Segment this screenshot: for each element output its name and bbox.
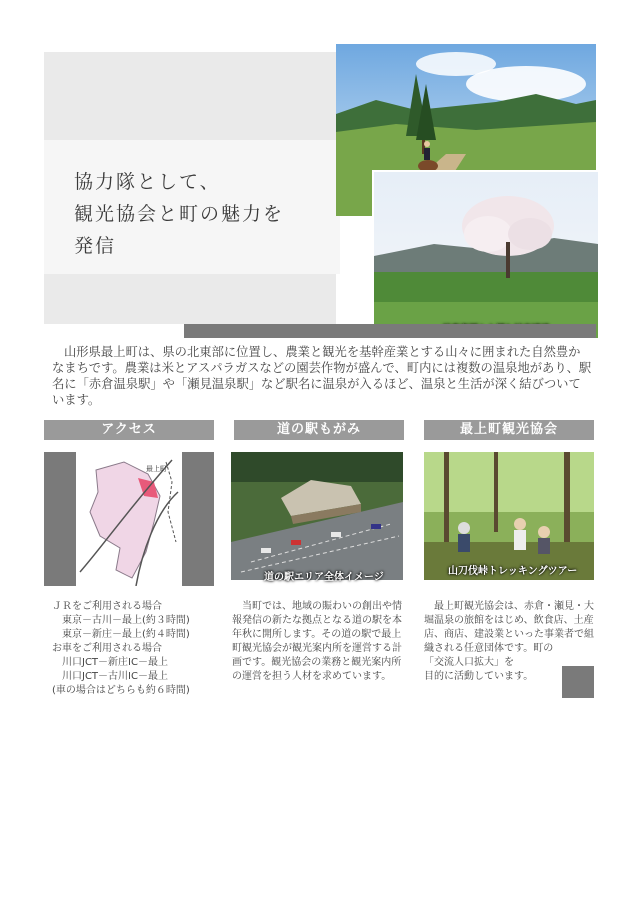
page-title: 協力隊として、 観光協会と町の魅力を 発信: [74, 171, 285, 257]
intro-paragraph: 山形県最上町は、県の北東部に位置し、農業と観光を基幹産業とする山々に囲まれた自然豊かなまちです。農業は米とアスパラガスなどの園芸作物が盛んで、町内には複数の温泉地があり、駅名に「赤倉温泉駅」や「瀬見温泉駅」など駅名に温泉が入るほど、温泉と生活が深く結びついています。: [52, 345, 592, 407]
decorative-square: [562, 666, 594, 698]
tourism-association-header: 最上町観光協会: [424, 420, 594, 440]
roadside-station-text: 当町では、地域の賑わいの創出や情報発信の新たな拠点となる道の駅を本年秋に開所します。その道の駅で最上町観光協会が観光案内所を運営する計画です。観光協会の業務と観光案内所の運営を担う人材を求めています。: [232, 601, 402, 682]
roadside-station-caption: 道の駅エリア全体イメージ: [264, 572, 384, 583]
roadside-station-header: 道の駅もがみ: [234, 420, 404, 440]
access-header: アクセス: [44, 420, 214, 440]
trekking-photo: [424, 452, 594, 580]
trekking-caption: 山刀伐峠トレッキングツアー: [448, 566, 578, 577]
access-map: [76, 452, 182, 586]
access-text: ＪＲをご利用される場合 東京－古川－最上(約３時間) 東京－新庄－最上(約４時間) お車をご利用される場合 川口JCT－新庄IC－最上 川口JCT－古川IC－最上 (車の場合はどちらも約６時間): [52, 601, 190, 696]
tourism-association-text: 最上町観光協会は、赤倉・瀬見・大堀温泉の旅館をはじめ、飲食店、土産店、商店、建設業といった事業者で組織される任意団体です。町の 「交流人口拡大」を 目的に活動しています。: [424, 601, 594, 682]
cherry-tree-photo: [372, 170, 600, 340]
roadside-station-image: [231, 452, 403, 580]
map-label: 最上町: [146, 465, 167, 473]
access-map-frame: [44, 452, 214, 586]
divider-bar: [184, 324, 596, 338]
